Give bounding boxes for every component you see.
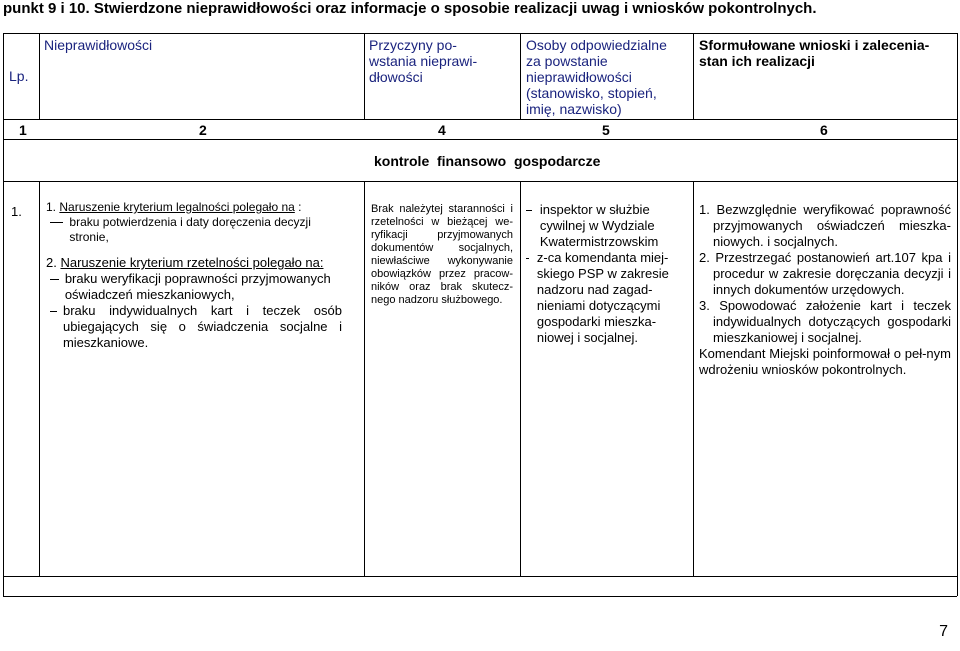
table-border-left — [3, 33, 4, 596]
dash-bullet — [526, 210, 532, 211]
section-bottom-rule — [3, 181, 957, 182]
col-divider-1-lower — [39, 181, 40, 576]
row-lp: 1. — [11, 204, 22, 219]
col-divider-2-lower — [364, 181, 365, 576]
col-divider-3 — [520, 33, 521, 119]
conclusion-item-1: 1. Bezwzględnie weryfikować poprawność przyjmowanych oświadczeń mieszka-niowych. i socjalnych. — [699, 202, 951, 249]
conclusion-note: Komendant Miejski poinformował o peł-nym wdrożeniu wniosków pokontrolnych. — [699, 346, 951, 377]
irregularities-cell — [46, 200, 342, 351]
col-number-2: 2 — [199, 122, 207, 138]
responsible-cell — [526, 202, 686, 346]
causes-cell: Brak należytej staranności i rzetelności w bieżącej we-ryfikacji przyjmowanych dokumentów socjalnych, niewłaściwe wykonywanie obowiązków przez pracow-ników oraz brak skutecz-nego nadzoru służbowego. — [371, 203, 513, 306]
dash-bullet — [50, 311, 57, 312]
irregularity-2-title: Naruszenie kryterium rzetelności polegało na: — [60, 255, 324, 270]
irregularity-item-1: 1. Naruszenie kryterium legalności polegało na : — [46, 200, 302, 214]
numbers-bottom-rule — [3, 139, 957, 140]
col-divider-1 — [39, 33, 40, 119]
header-irregularities: Nieprawidłowości — [44, 37, 153, 53]
irregularity-2-bullet-1: braku weryfikacji poprawności przyjmowanych oświadczeń mieszkaniowych, — [50, 271, 342, 303]
dash-bullet — [50, 279, 59, 280]
dash-bullet — [526, 258, 529, 259]
header-conclusions: Sformułowane wnioski i zalecenia- stan ich realizacji — [699, 37, 930, 69]
section-title: kontrole finansowo gospodarcze — [374, 153, 601, 169]
irregularity-1-title: Naruszenie kryterium legalności polegało na — [59, 200, 295, 214]
dash-bullet — [50, 222, 63, 223]
table-border-bottom — [3, 596, 957, 597]
col-divider-4 — [693, 33, 694, 119]
header-lp: Lp. — [9, 68, 29, 84]
conclusions-cell — [699, 202, 951, 378]
header-responsible: Osoby odpowiedzialne za powstanie nieprawidłowości (stanowisko, stopień, imię, nazwisko) — [526, 37, 667, 117]
table-border-right — [957, 33, 958, 596]
col-number-6: 6 — [820, 122, 828, 138]
table-border-top — [3, 33, 957, 34]
header-bottom-rule — [3, 119, 957, 120]
row-bottom-rule — [3, 576, 957, 577]
conclusion-item-2: 2. Przestrzegać postanowień art.107 kpa i procedur w zakresie doręczania decyzji i innych dokumentów urzędowych. — [699, 250, 951, 297]
irregularity-2-bullet-2: braku indywidualnych kart i teczek osób ubiegających się o świadczenia socjalne i mieszkaniowe. — [50, 303, 342, 351]
responsible-person-1: inspektor w służbie cywilnej w Wydziale Kwatermistrzowskim — [526, 202, 686, 250]
page-number: 7 — [939, 623, 948, 640]
col-divider-3-lower — [520, 181, 521, 576]
col-number-4: 4 — [438, 122, 446, 138]
col-number-1: 1 — [19, 122, 27, 138]
irregularity-item-2: 2. Naruszenie kryterium rzetelności polegało na: — [46, 255, 324, 270]
conclusion-item-3: 3. Spowodować założenie kart i teczek indywidualnych dotyczących gospodarki mieszkaniowej i socjalnej. — [699, 298, 951, 345]
col-divider-4-lower — [693, 181, 694, 576]
irregularity-1-bullet-1: braku potwierdzenia i daty doręczenia decyzji stronie, — [50, 215, 342, 245]
col-divider-2 — [364, 33, 365, 119]
responsible-person-2: z-ca komendanta miej-skiego PSP w zakresie nadzoru nad zagad-nieniami dotyczącymi gospodarki mieszka-niowej i socjalnej. — [526, 250, 686, 346]
page-heading: punkt 9 i 10. Stwierdzone nieprawidłowości oraz informacje o sposobie realizacji uwag i wniosków pokontrolnych. — [3, 0, 817, 17]
col-number-5: 5 — [602, 122, 610, 138]
header-causes: Przyczyny po- wstania nieprawi- dłowości — [369, 37, 478, 85]
